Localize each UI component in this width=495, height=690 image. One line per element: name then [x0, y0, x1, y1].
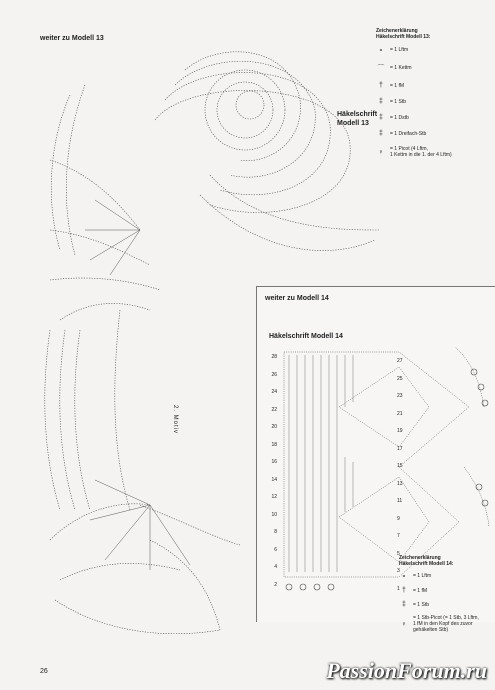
legend-modell-14 — [399, 555, 495, 633]
dreifach-stb-icon: ‡ — [379, 130, 383, 137]
arc-icon: ⌒ — [377, 65, 385, 72]
box-modell-14 — [256, 286, 495, 633]
row-number: 25 — [397, 375, 403, 382]
oval-icon: ∘ — [378, 47, 384, 54]
row-number: 4 — [274, 564, 277, 570]
legend-label — [413, 573, 431, 579]
legend-label-line: = 1 fM — [413, 587, 428, 594]
page-number: 26 — [40, 668, 48, 675]
row-number: 9 — [397, 515, 400, 522]
motif-label: 2. Motiv — [172, 405, 178, 435]
watermark-logo: PassionForum.ru — [326, 658, 487, 683]
chart-title-line2: Modell 13 — [337, 120, 369, 127]
legend-subtitle: Häkelschrift Modell 13: — [376, 34, 431, 40]
oval-icon: ∘ — [401, 573, 407, 580]
row-number: 15 — [397, 463, 403, 469]
legend-subtitle: Häkelschrift Modell 14: — [399, 561, 454, 567]
legend-label-line: = 1 Lftm — [413, 573, 432, 579]
row-number: 22 — [271, 406, 277, 413]
legend-list — [399, 572, 495, 633]
row-number: 12 — [271, 494, 277, 500]
row-number: 3 — [397, 568, 400, 574]
row-number: 6 — [274, 546, 277, 553]
legend-label-line: 1 Kettm in die 1. der 4 Lftm) — [390, 152, 452, 158]
row-number: 8 — [274, 529, 277, 535]
row-number: 5 — [397, 550, 400, 557]
legend-label — [413, 615, 479, 633]
row-number: 27 — [397, 358, 403, 364]
row-number: 28 — [271, 354, 277, 360]
stb-icon: ‡ — [379, 98, 383, 105]
legend-label-line: = 1 Kettm — [390, 65, 412, 71]
legend-item — [399, 587, 495, 594]
legend-label-line: = 1 Stb-Picot (= 1 Stb, 3 Lftm, — [413, 615, 479, 621]
stb-icon: ‡ — [402, 601, 406, 608]
legend-label-line: = 1 Dreifach-Stb — [390, 130, 427, 137]
row-number: 20 — [271, 424, 277, 430]
legend-item — [399, 572, 495, 580]
row-number: 11 — [397, 498, 403, 504]
row-number: 21 — [397, 410, 403, 417]
legend-label-line: = 1 Lftm — [390, 47, 409, 53]
legend-title: Zeichenerklärung — [399, 555, 441, 561]
stb-picot-icon: ♀ — [401, 620, 407, 628]
legend-label-line: 1 fM in den Kopf des zuvor — [413, 621, 473, 627]
legend-label-line: = 1 Stb — [390, 98, 406, 105]
row-number: 7 — [397, 533, 400, 539]
row-number: 10 — [271, 511, 277, 518]
row-number: 26 — [271, 371, 277, 378]
legend-item — [399, 615, 495, 633]
fm-icon: † — [402, 587, 406, 594]
row-number: 16 — [271, 459, 277, 465]
page-header-modell-13: weiter zu Modell 13 — [40, 35, 104, 42]
row-number: 14 — [271, 476, 277, 483]
legend-label-line: gehäkelten Stb) — [413, 627, 449, 633]
legend-label-line: = 1 Picot (4 Lftm, — [390, 146, 428, 152]
row-number: 13 — [397, 480, 403, 487]
row-numbers-left — [265, 349, 277, 594]
box-header-modell-14: weiter zu Modell 14 — [265, 295, 329, 302]
dstb-icon: ‡ — [379, 114, 383, 121]
chart-title-modell-14: Häkelschrift Modell 14 — [269, 333, 343, 340]
fm-icon: † — [379, 82, 383, 89]
legend-item — [399, 601, 495, 608]
row-number: 1 — [397, 585, 400, 592]
legend-label-line: = 1 Stb — [413, 601, 429, 608]
legend-title: Zeichenerklärung — [376, 28, 418, 34]
row-number: 19 — [397, 428, 403, 434]
row-number: 18 — [271, 441, 277, 448]
legend-label — [413, 588, 427, 594]
legend-label-line: = 1 fM — [390, 82, 405, 89]
row-number: 17 — [397, 445, 403, 452]
legend-label-line: = 1 Dstb — [390, 114, 409, 121]
legend-label — [413, 602, 429, 608]
row-number: 2 — [274, 581, 277, 588]
chart-title-line1: Häkelschrift — [337, 111, 378, 118]
row-number: 23 — [397, 393, 403, 399]
picot-icon: ♀ — [378, 148, 384, 156]
row-number: 24 — [271, 389, 277, 395]
